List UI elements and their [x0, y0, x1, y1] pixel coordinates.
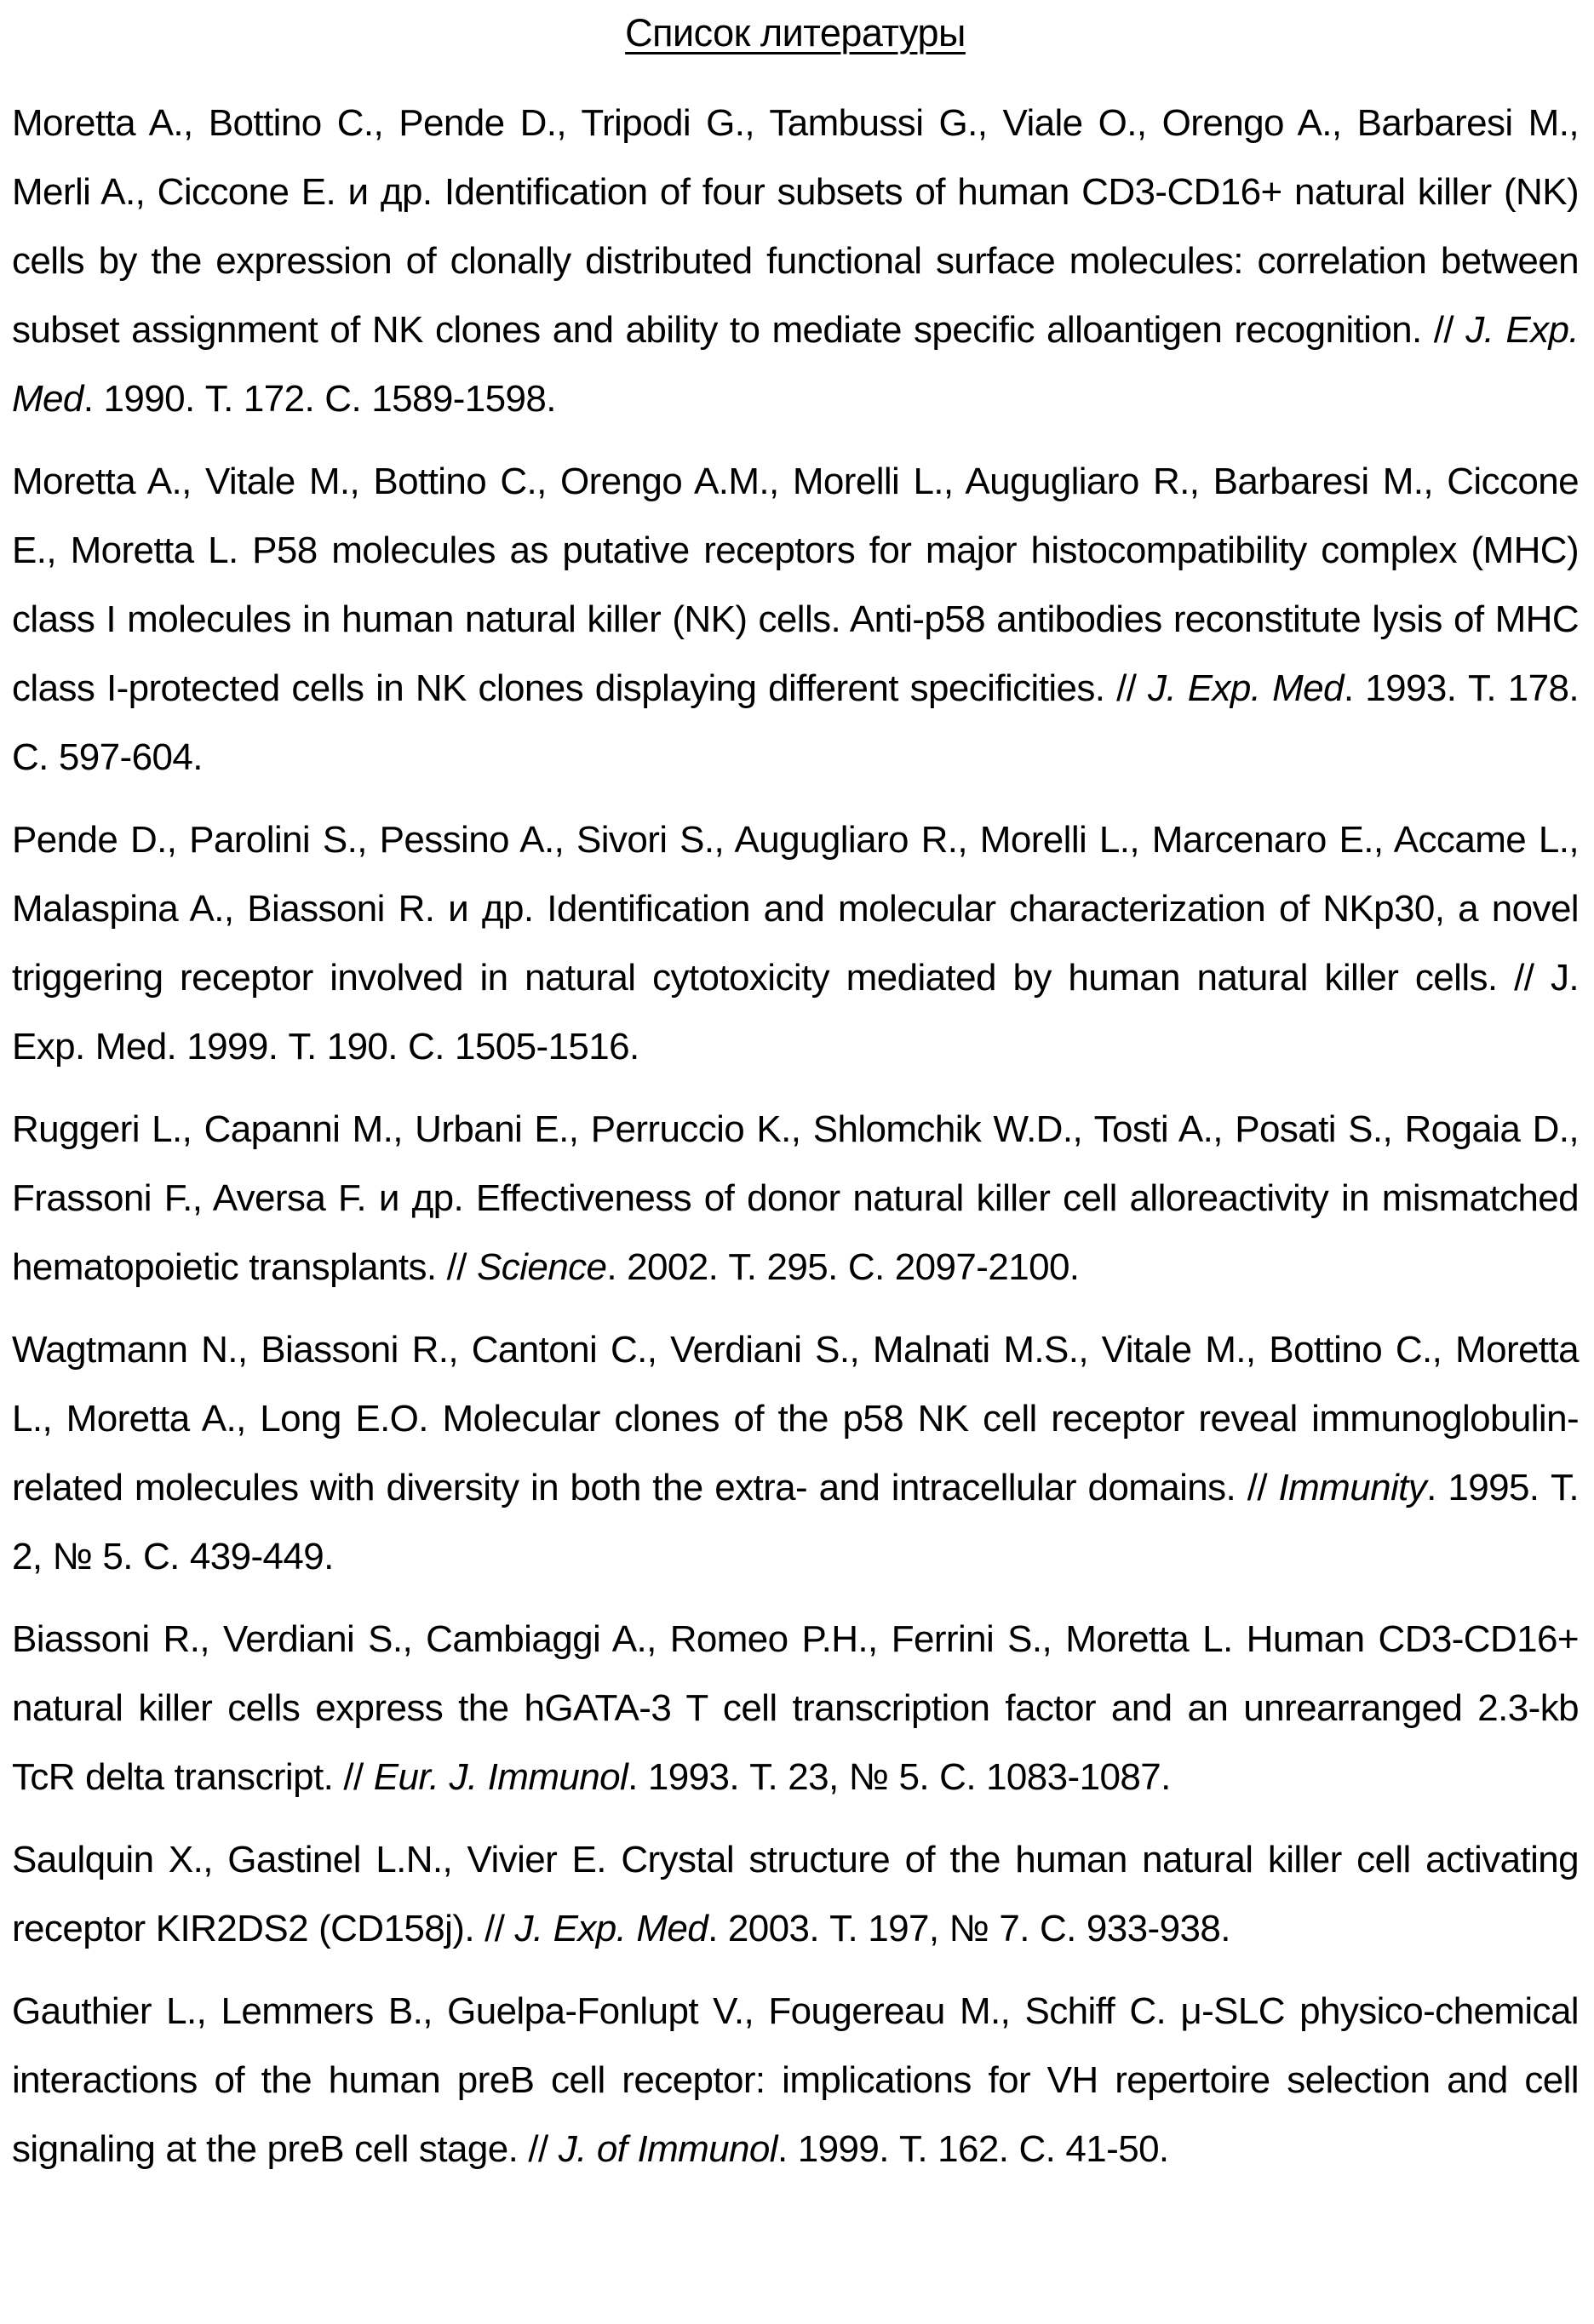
journal-name: J. Exp. Med — [12, 309, 1580, 420]
page-title: Список литературы — [625, 11, 966, 54]
reference-text-segment: . 2003. Т. 197, № 7. С. 933-938. — [708, 1908, 1230, 1949]
reference-text-segment: Wagtmann N., Biassoni R., Cantoni C., Verdiani S., Malnati M.S., Vitale M., Bottino C., Moretta L., Moretta A., Long E.O. Molecular clones of the p58 NK cell receptor reveal immunoglobulin-related molecules with diversity in both the extra- and intracellular domains. // — [12, 1329, 1579, 1508]
reference-paragraph — [12, 805, 1579, 1081]
journal-name: J. Exp. Med — [514, 1908, 708, 1949]
reference-text-segment: Moretta A., Bottino C., Pende D., Tripodi G., Tambussi G., Viale O., Orengo A., Barbaresi M., Merli A., Ciccone E. и др. Identification of four subsets of human CD3-CD16+ natural killer (NK) cells by the expression of clonally distributed functional surface molecules: correlation between subset assignment of NK clones and ability to mediate specific alloantigen recognition. // — [12, 102, 1579, 351]
journal-name: Science — [477, 1246, 607, 1288]
journal-name: J. of Immunol — [558, 2128, 777, 2170]
reference-text-segment: Ruggeri L., Capanni M., Urbani E., Perruccio K., Shlomchik W.D., Tosti A., Posati S., Rogaia D., Frassoni F., Aversa F. и др. Effectiveness of donor natural killer cell alloreactivity in mismatched hematopoietic transplants. // — [12, 1108, 1579, 1288]
reference-text-segment: . 1990. Т. 172. С. 1589-1598. — [83, 378, 556, 420]
reference-paragraph — [12, 1825, 1579, 1963]
journal-name: Immunity — [1278, 1467, 1427, 1508]
reference-text-segment: Pende D., Parolini S., Pessino A., Sivori S., Augugliaro R., Morelli L., Marcenaro E., Accame L., Malaspina A., Biassoni R. и др. Identification and molecular characterization of NKp30, a novel triggering receptor involved in natural cytotoxicity mediated by human natural killer cells. // J. Exp. Med. 1999. Т. 190. С. 1505-1516. — [12, 819, 1579, 1068]
reference-text-segment: Gauthier L., Lemmers B., Guelpa-Fonlupt V., Fougereau M., Schiff C. μ-SLC physico-chemical interactions of the human preB cell receptor: implications for VH repertoire selection and cell signaling at the preB cell stage. // — [12, 1990, 1579, 2170]
journal-name: Eur. J. Immunol — [373, 1756, 628, 1798]
reference-paragraph — [12, 1605, 1579, 1812]
reference-list — [12, 89, 1579, 2184]
reference-text-segment: . 2002. Т. 295. С. 2097-2100. — [606, 1246, 1080, 1288]
reference-paragraph — [12, 89, 1579, 433]
reference-paragraph — [12, 1315, 1579, 1591]
journal-name: J. Exp. Med — [1148, 667, 1344, 709]
reference-text-segment: Saulquin X., Gastinel L.N., Vivier E. Crystal structure of the human natural killer cell activating receptor KIR2DS2 (CD158j). // — [12, 1839, 1579, 1949]
reference-text-segment: Moretta A., Vitale M., Bottino C., Orengo A.M., Morelli L., Augugliaro R., Barbaresi M., Ciccone E., Moretta L. P58 molecules as putative receptors for major histocompatibility complex (MHC) class I molecules in human natural killer (NK) cells. Anti-p58 antibodies reconstitute lysis of MHC class I-protected cells in NK clones displaying different specificities. // — [12, 461, 1579, 709]
reference-paragraph — [12, 447, 1579, 792]
reference-paragraph — [12, 1977, 1579, 2184]
reference-paragraph — [12, 1095, 1579, 1302]
reference-text-segment: . 1993. Т. 23, № 5. С. 1083-1087. — [628, 1756, 1171, 1798]
reference-text-segment: . 1999. Т. 162. С. 41-50. — [777, 2128, 1169, 2170]
reference-text-segment: . 1995. Т. 2, № 5. С. 439-449. — [12, 1467, 1579, 1577]
reference-text-segment: . 1993. Т. 178. С. 597-604. — [12, 667, 1579, 778]
reference-text-segment: Biassoni R., Verdiani S., Cambiaggi A., Romeo P.H., Ferrini S., Moretta L. Human CD3-CD16+ natural killer cells express the hGATA-3 T cell transcription factor and an unrearranged 2.3-kb TcR delta transcript. // — [12, 1618, 1579, 1798]
